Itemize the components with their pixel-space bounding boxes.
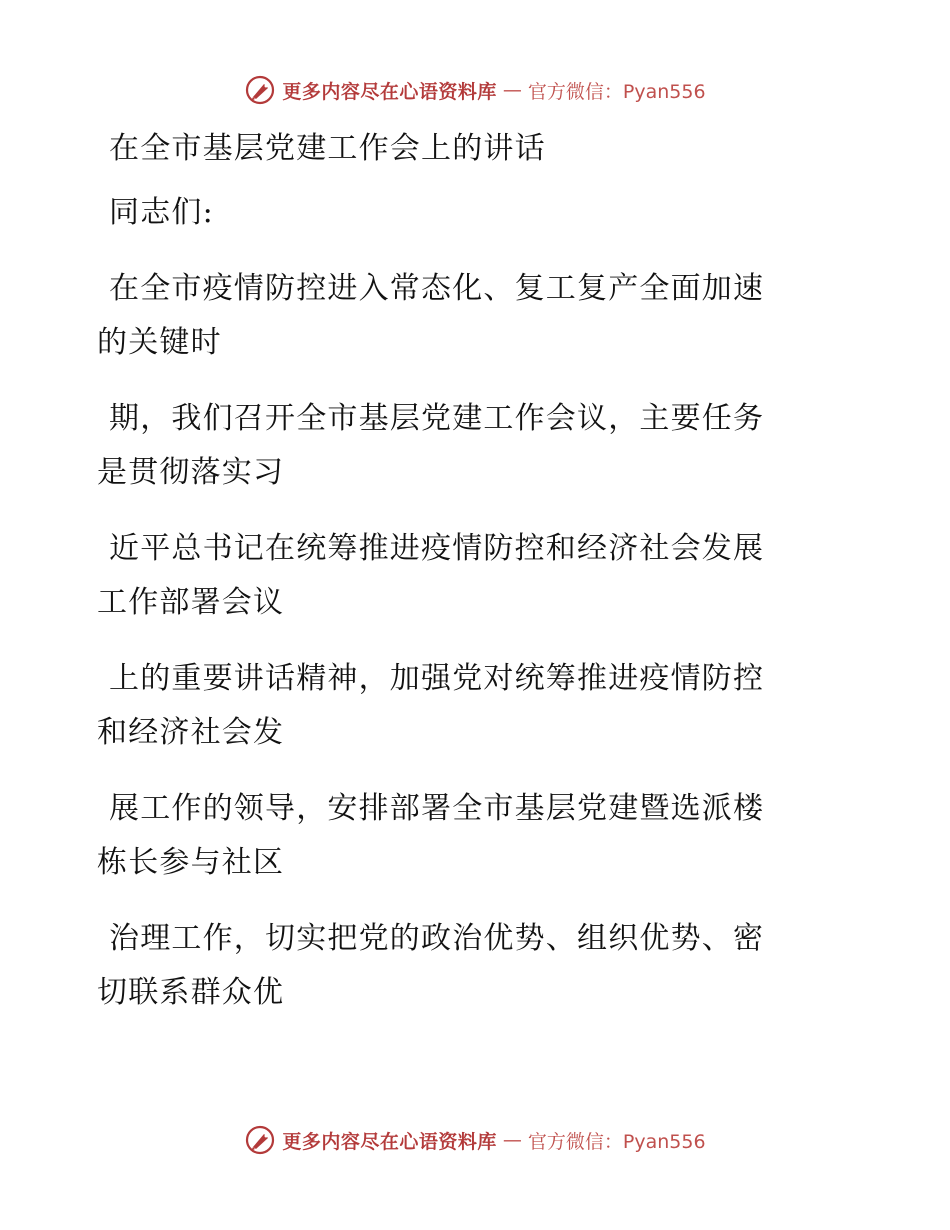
paragraph-line: 工作部署会议: [97, 585, 285, 620]
paragraph-line: 近平总书记在统筹推进疫情防控和经济社会发展: [109, 531, 765, 566]
paragraph: [97, 782, 837, 890]
paragraph-line: 治理工作，切实把党的政治优势、组织优势、密: [109, 921, 765, 956]
header-watermark: [0, 70, 950, 110]
paragraph-line: 期，我们召开全市基层党建工作会议，主要任务: [109, 401, 765, 436]
paragraph-line: 是贯彻落实习: [97, 455, 285, 490]
footer-watermark: [0, 1120, 950, 1160]
paragraph-line: 展工作的领导，安排部署全市基层党建暨选派楼: [109, 791, 765, 826]
watermark-separator: —: [502, 79, 522, 101]
watermark-brand: 更多内容尽在心语资料库: [282, 80, 497, 103]
paragraph-line: 在全市疫情防控进入常态化、复工复产全面加速: [109, 271, 765, 306]
watermark-brand: 更多内容尽在心语资料库: [282, 1130, 497, 1153]
paragraph-line: 栋长参与社区: [97, 845, 285, 880]
paragraph: [97, 262, 837, 370]
paragraph: [97, 392, 837, 500]
paragraph-line: 上的重要讲话精神，加强党对统筹推进疫情防控: [109, 661, 765, 696]
watermark-wechat: 官方微信：Pyan556: [527, 1130, 706, 1153]
paragraph: [97, 652, 837, 760]
paragraph-line: 的关键时: [97, 325, 222, 360]
pen-nib-icon: [244, 74, 276, 106]
document-title: 在全市基层党建工作会上的讲话: [109, 131, 546, 166]
paragraph-line: 和经济社会发: [97, 715, 285, 750]
watermark-wechat: 官方微信：Pyan556: [527, 80, 706, 103]
document-body: [97, 122, 837, 1020]
paragraph: [97, 522, 837, 630]
paragraph-line: 切联系群众优: [97, 975, 285, 1010]
pen-nib-icon: [244, 1124, 276, 1156]
watermark-separator: —: [502, 1129, 522, 1151]
paragraph: [97, 912, 837, 1020]
salutation: 同志们:: [109, 195, 214, 230]
